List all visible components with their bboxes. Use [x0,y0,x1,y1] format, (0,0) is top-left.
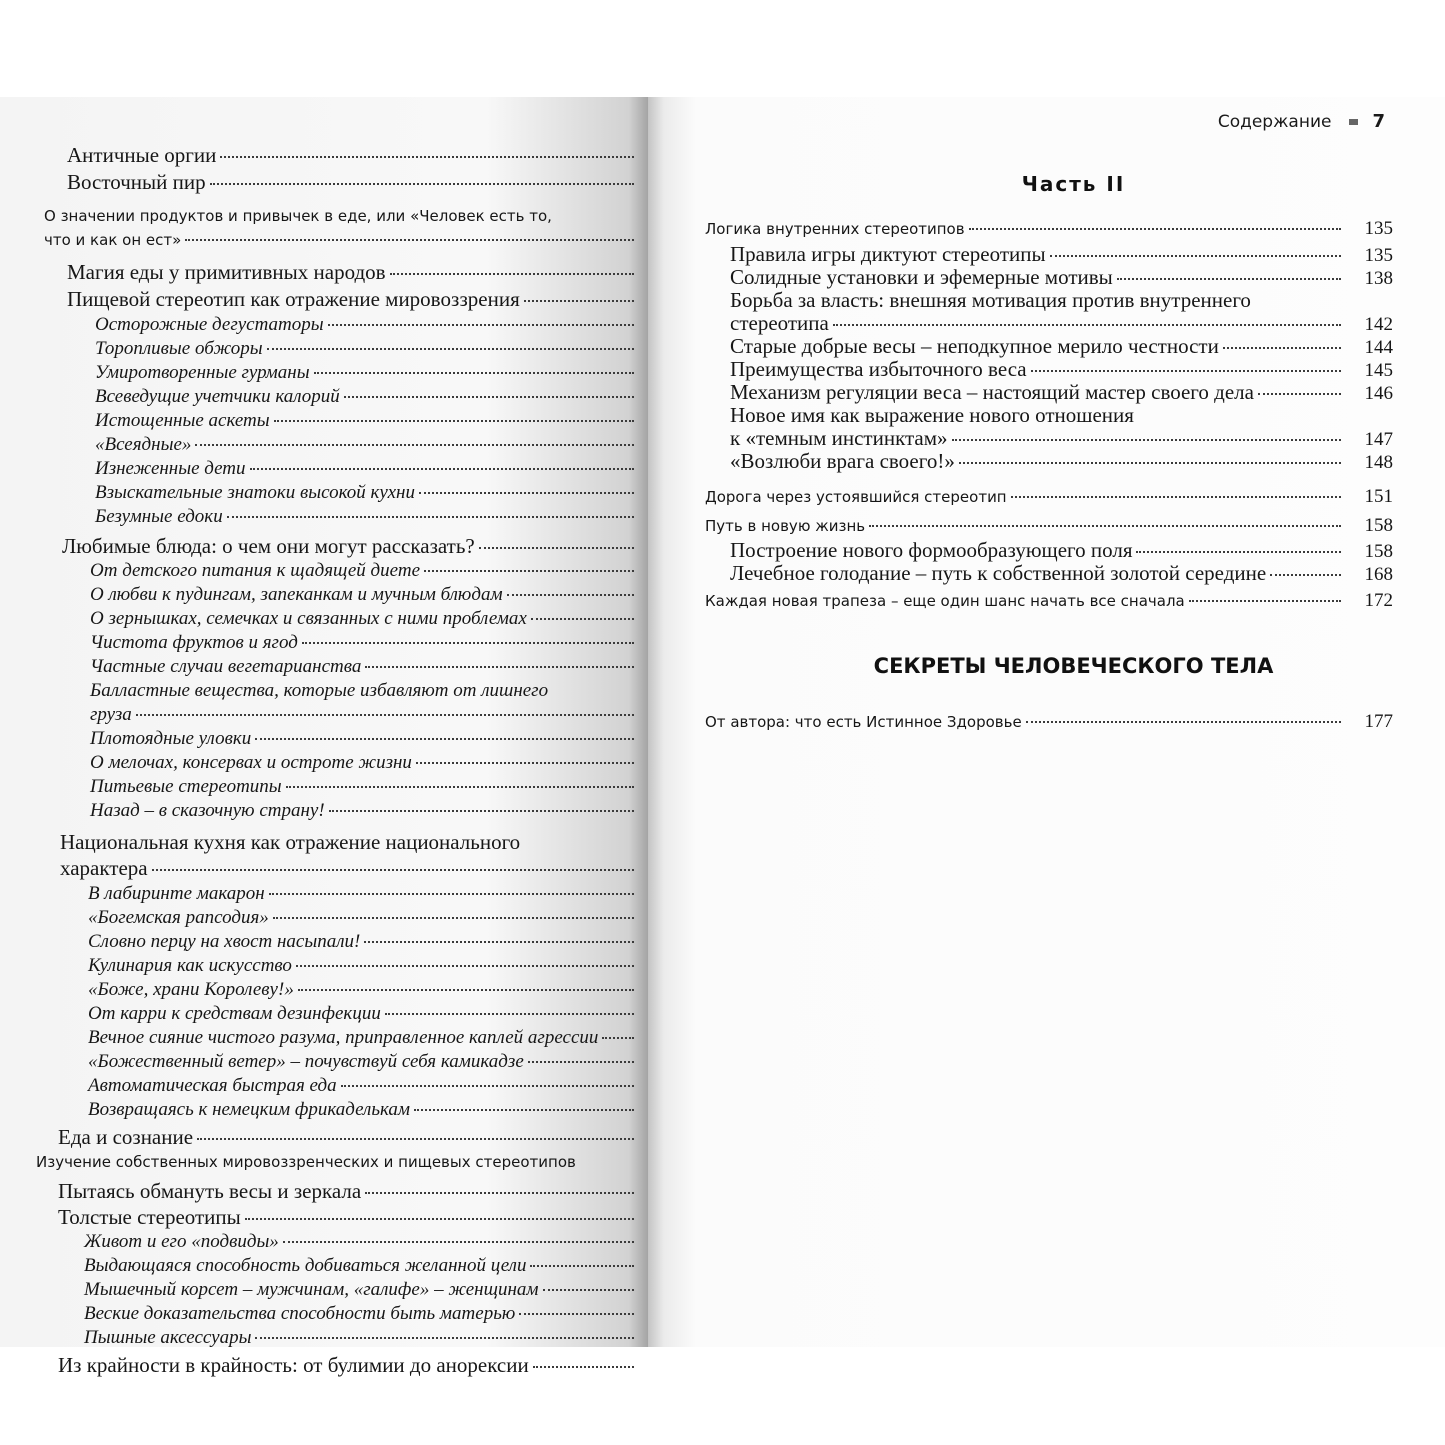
toc-entry-title: Построение нового формообразующего поля [730,538,1133,562]
toc-entry [88,979,640,1001]
toc-entry-title: О мелочах, консервах и остроте жизни [90,752,412,773]
toc-entry-title: Чистота фруктов и ягод [90,632,298,653]
toc-entry [84,1327,640,1349]
toc-entry [90,800,640,822]
toc-entry [95,506,640,528]
toc-entry-title: От карри к средствам дезинфекции [88,1003,381,1024]
dot-leader [195,444,634,446]
toc-entry [67,170,640,195]
toc-entry-title: Безумные едоки [95,506,223,527]
toc-entry-title: Солидные установки и эфемерные мотивы [730,265,1113,289]
toc-entry [90,728,640,750]
dot-leader [269,893,634,895]
toc-entry [705,711,1393,733]
toc-entry-title: Кулинария как искусство [88,955,292,976]
book-spread [0,97,1445,1377]
dot-leader [255,1337,634,1339]
toc-entry-title: От автора: что есть Истинное Здоровье [705,713,1022,731]
toc-entry [67,287,640,312]
dot-leader [283,1241,634,1243]
toc-entry [88,931,640,953]
toc-entry [90,608,640,630]
toc-entry-page: 135 [1364,218,1393,239]
dot-leader [519,1313,634,1315]
dot-leader [197,1138,634,1140]
dot-leader [185,239,634,241]
dot-leader [419,492,634,494]
toc-entry [90,656,640,678]
dot-leader [416,762,634,764]
toc-entry [84,1303,640,1325]
toc-entry [60,856,640,881]
toc-entry-line: Балластные вещества, которые избавляют от лишнего [90,680,549,701]
toc-entry-title: Торопливые обжоры [95,338,263,359]
toc-entry [88,1051,640,1073]
toc-entry-title: Правила игры диктуют стереотипы [730,242,1046,266]
dot-leader [302,642,634,644]
dot-leader [524,300,634,302]
dot-leader [390,273,634,275]
toc-entry-page: 145 [1364,360,1393,381]
dot-leader [314,372,634,374]
toc-entry [90,776,640,798]
toc-entry-line: Изучение собственных мировоззренческих и пищевых стереотипов [36,1153,576,1171]
toc-entry [88,907,640,929]
toc-entry [88,1099,640,1121]
dot-leader [385,1013,634,1015]
toc-entry-title: «Всеядные» [95,434,192,455]
toc-entry-title: Пытаясь обмануть весы и зеркала [58,1179,362,1203]
toc-entry-title: Живот и его «подвиды» [84,1231,279,1252]
toc-entry-title: Пищевой стереотип как отражение мировоззрения [67,287,520,311]
toc-entry-title: Питьевые стереотипы [90,776,282,797]
toc-entry-title: Возвращаясь к немецким фрикаделькам [88,1099,411,1120]
dot-leader [296,965,634,967]
dot-leader [329,810,634,812]
toc-entry-page: 142 [1364,314,1393,335]
dot-leader [414,1109,634,1111]
toc-entry-page: 177 [1364,711,1393,732]
toc-entry-page: 135 [1364,245,1393,266]
section-title: СЕКРЕТЫ ЧЕЛОВЕЧЕСКОГО ТЕЛА [873,654,1274,678]
toc-entry [58,1179,640,1204]
toc-entry-title: Дорога через устоявшийся стереотип [705,488,1007,506]
right-page [648,97,1445,1347]
toc-entry-title: «Возлюби врага своего!» [730,449,955,473]
dot-leader [298,989,634,991]
toc-entry-page: 172 [1364,590,1393,611]
toc-entry [88,883,640,905]
dot-leader [364,941,634,943]
toc-entry [90,632,640,654]
left-toc [0,97,648,1377]
dot-leader [531,618,634,620]
dot-leader [507,594,634,596]
dot-leader [328,324,634,326]
dot-leader [424,570,634,572]
toc-entry [88,1003,640,1025]
toc-entry [95,362,640,384]
toc-entry-title: Лечебное голодание – путь к собственной золотой середине [730,561,1267,585]
toc-entry-page: 158 [1364,541,1393,562]
dot-leader [479,547,634,549]
toc-entry-title: «Богемская рапсодия» [88,907,269,928]
toc-entry-title: «Боже, храни Королеву!» [88,979,294,1000]
toc-entry-title: к «темным инстинктам» [730,426,948,450]
dot-leader [344,396,634,398]
toc-entry-page: 146 [1364,383,1393,404]
toc-entry [95,314,640,336]
dot-leader [250,468,634,470]
toc-entry-title: характера [60,856,148,880]
toc-entry [58,1353,640,1378]
toc-entry-page: 148 [1364,452,1393,473]
toc-entry [84,1231,640,1253]
toc-entry-title: Каждая новая трапеза – еще один шанс начать все сначала [705,592,1185,610]
toc-entry [90,704,640,726]
dot-leader [528,1061,634,1063]
toc-entry-title: Любимые блюда: о чем они могут рассказать? [62,534,475,558]
toc-entry-title: Частные случаи вегетарианства [90,656,362,677]
toc-entry [88,955,640,977]
page-number: 7 [1372,111,1385,132]
toc-entry [58,1125,640,1150]
dot-leader [273,917,634,919]
toc-entry-title: Взыскательные знатоки высокой кухни [95,482,415,503]
toc-entry [95,386,640,408]
toc-entry-page: 158 [1364,515,1393,536]
dot-leader [543,1289,635,1291]
toc-entry-title: Веские доказательства способности быть матерью [84,1303,516,1324]
toc-entry [62,534,640,559]
toc-entry-title: Автоматическая быстрая еда [88,1075,337,1096]
toc-entry-title: Словно перцу на хвост насыпали! [88,931,361,952]
toc-entry [44,231,640,249]
toc-entry-page: 144 [1364,337,1393,358]
toc-entry-page: 168 [1364,564,1393,585]
dot-leader [152,869,634,871]
toc-entry-title: Античные оргии [67,143,217,167]
dot-leader [602,1037,634,1039]
header-title: Содержание [1217,111,1332,132]
toc-entry-title: В лабиринте макарон [88,883,265,904]
dot-leader [1026,721,1341,723]
toc-entry [88,1027,640,1049]
toc-entry-page: 147 [1364,429,1393,450]
toc-entry-page: 151 [1364,486,1393,507]
toc-entry [95,458,640,480]
toc-entry-line: Новое имя как выражение нового отношения [730,403,1134,427]
dot-leader [136,714,634,716]
dot-leader [255,738,634,740]
toc-entry [84,1279,640,1301]
toc-entry [90,584,640,606]
toc-entry-title: О зернышках, семечках и связанных с ними проблемах [90,608,527,629]
toc-entry-title: Толстые стереотипы [58,1205,241,1229]
toc-entry-title: Старые добрые весы – неподкупное мерило честности [730,334,1219,358]
toc-entry-title: Еда и сознание [58,1125,194,1149]
toc-entry-title: Изнеженные дети [95,458,246,479]
toc-entry [90,752,640,774]
toc-entry-title: «Божественный ветер» – почувствуй себя камикадзе [88,1051,524,1072]
toc-entry-title: Восточный пир [67,170,206,194]
toc-entry-title: стереотипа [730,311,829,335]
toc-entry [95,482,640,504]
toc-entry-title: Всеведущие учетчики калорий [95,386,340,407]
dot-leader [533,1366,634,1368]
toc-entry-title: Умиротворенные гурманы [95,362,310,383]
toc-entry-title: Механизм регуляции веса – настоящий мастер своего дела [730,380,1254,404]
toc-entry-line: О значении продуктов и привычек в еде, или «Человек есть то, [44,207,552,225]
toc-entry-line: Национальная кухня как отражение национального [60,830,521,854]
toc-entry-title: От детского питания к щадящей диете [90,560,421,581]
dot-leader [365,1192,634,1194]
toc-entry-title: Логика внутренних стереотипов [705,220,965,238]
toc-entry-title: Осторожные дегустаторы [95,314,324,335]
toc-entry-title: Пышные аксессуары [84,1327,252,1348]
dot-leader [341,1085,634,1087]
dot-leader [220,156,634,158]
right-toc-section [648,97,1445,1347]
dot-leader [365,666,634,668]
toc-entry-page: 138 [1364,268,1393,289]
toc-entry-title: Вечное сияние чистого разума, приправленное каплей агрессии [88,1027,599,1048]
toc-entry [95,434,640,456]
toc-entry-title: Выдающаяся способность добиваться желанной цели [84,1255,527,1276]
dot-leader [210,183,634,185]
toc-entry [84,1255,640,1277]
toc-entry-title: Магия еды у примитивных народов [67,260,386,284]
dot-leader [267,348,634,350]
toc-entry-title: Истощенные аскеты [95,410,270,431]
toc-entry-title: Преимущества избыточного веса [730,357,1027,381]
left-page [0,97,648,1377]
toc-entry [58,1205,640,1230]
dot-leader [530,1265,634,1267]
toc-entry-line: Борьба за власть: внешняя мотивация против внутреннего [730,288,1251,312]
toc-entry-title: груза [90,704,132,725]
toc-entry [88,1075,640,1097]
toc-entry-title: Назад – в сказочную страну! [90,800,325,821]
toc-entry-title: Путь в новую жизнь [705,517,866,535]
part-title: Часть II [1021,172,1126,196]
toc-entry-title: Мышечный корсет – мужчинам, «галифе» – женщинам [84,1279,539,1300]
dot-leader [274,420,634,422]
dot-leader [245,1218,634,1220]
toc-entry [67,143,640,168]
toc-entry [95,410,640,432]
toc-entry [67,260,640,285]
toc-entry-title: что и как он ест» [44,231,182,249]
toc-entry [90,560,640,582]
toc-entry-title: О любви к пудингам, запеканкам и мучным блюдам [90,584,503,605]
dot-leader [227,516,634,518]
toc-entry-title: Плотоядные уловки [90,728,252,749]
toc-entry-title: Из крайности в крайность: от булимии до анорексии [58,1353,529,1377]
toc-entry [95,338,640,360]
dot-leader [286,786,634,788]
